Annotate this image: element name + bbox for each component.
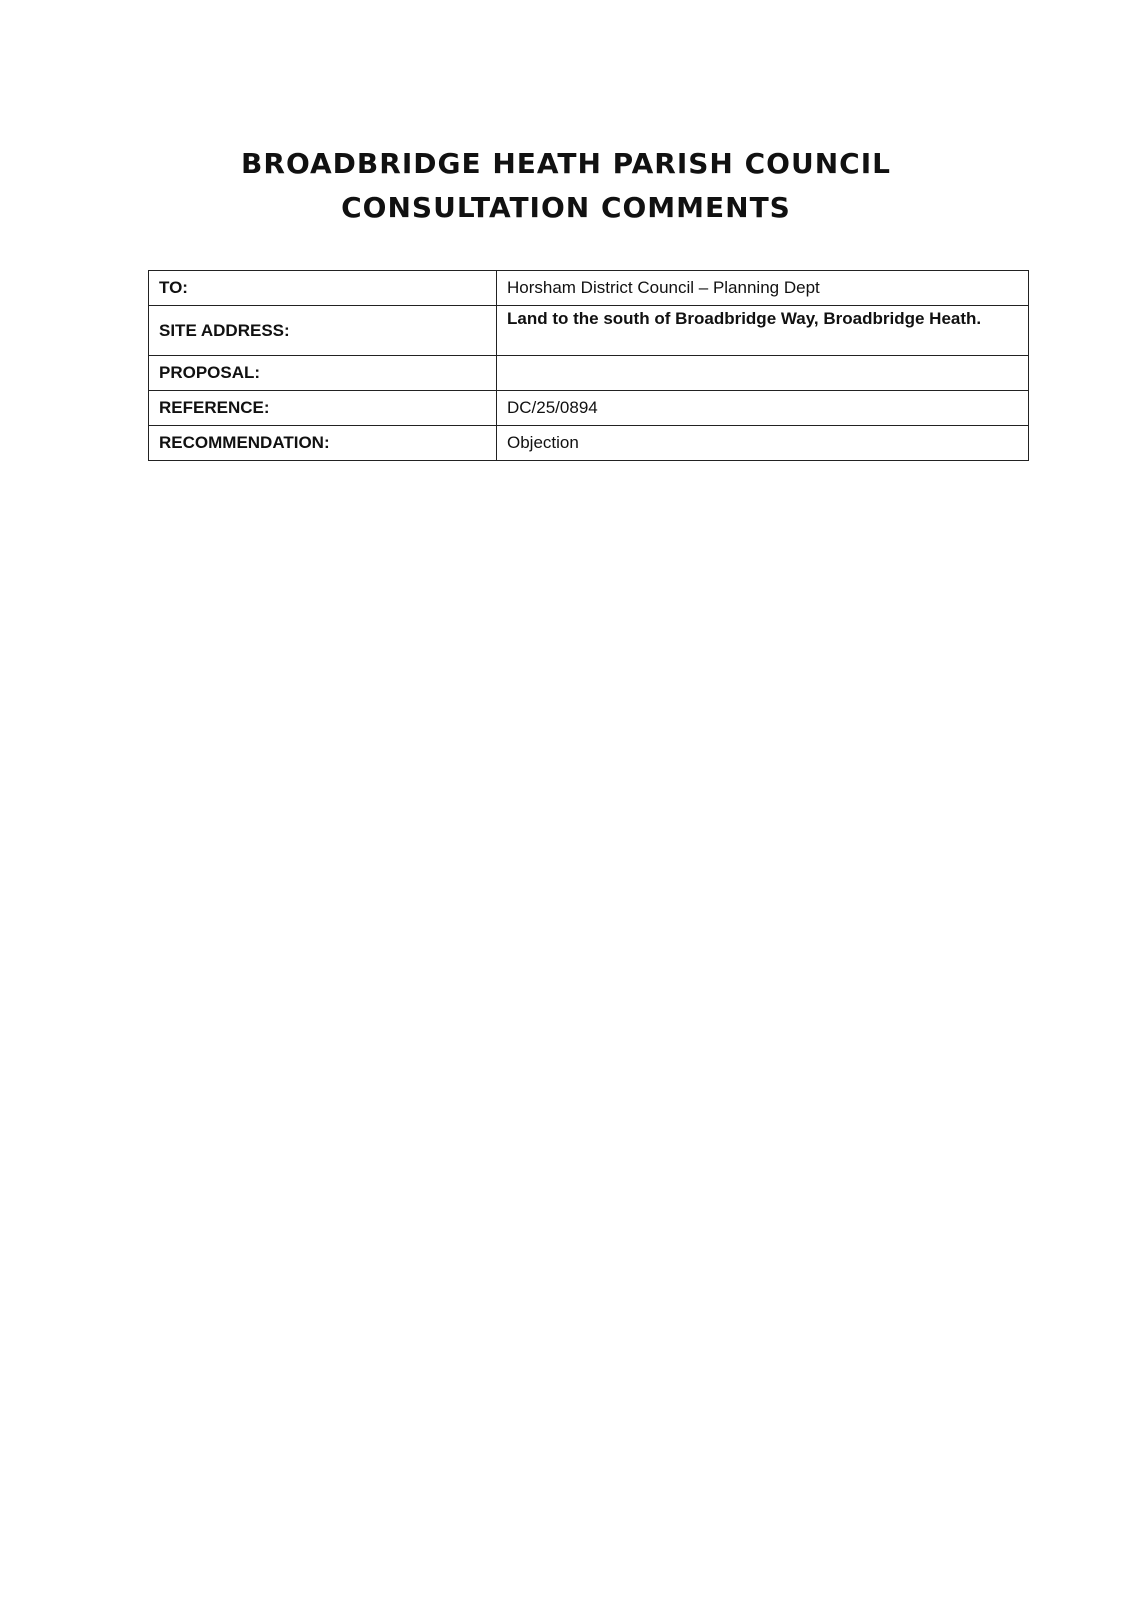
table-row-recommendation [149, 426, 1029, 461]
proposal-value [497, 356, 1029, 391]
reference-value: DC/25/0894 [497, 391, 1029, 426]
table-row-proposal [149, 356, 1029, 391]
site-address-value: Land to the south of Broadbridge Way, Broadbridge Heath. [497, 306, 1029, 356]
document-header [0, 142, 1132, 230]
to-value: Horsham District Council – Planning Dept [497, 271, 1029, 306]
document-type-heading: CONSULTATION COMMENTS [341, 191, 791, 224]
table-row-site-address [149, 306, 1029, 356]
reference-label: REFERENCE: [149, 391, 497, 426]
proposal-label: PROPOSAL: [149, 356, 497, 391]
table-row-to [149, 271, 1029, 306]
table-row-reference [149, 391, 1029, 426]
site-address-label: SITE ADDRESS: [149, 306, 497, 356]
recommendation-label: RECOMMENDATION: [149, 426, 497, 461]
to-label: TO: [149, 271, 497, 306]
council-name-heading: BROADBRIDGE HEATH PARISH COUNCIL [241, 147, 891, 180]
recommendation-value: Objection [497, 426, 1029, 461]
consultation-details-table [148, 270, 1029, 461]
